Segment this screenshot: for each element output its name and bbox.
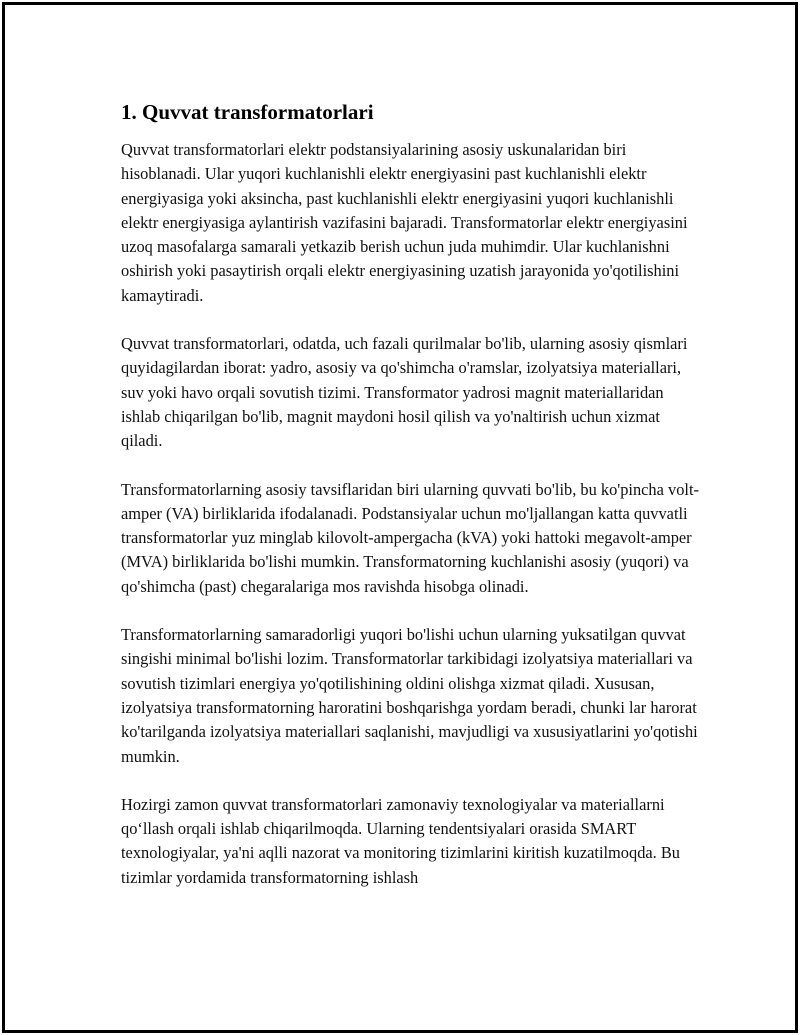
- paragraph-4: Transformatorlarning samaradorligi yuqori bo'lishi uchun ularning yuksatilgan quvvat singishi minimal bo'lishi lozim. Transformatorlar tarkibidagi izolyatsiya materiallari va sovutish tizimlari energiya yo'qotilishining oldini olishga xizmat qiladi. Xususan, izolyatsiya transformatorning haroratini boshqarishga yordam beradi, chunki lar harorat ko'tarilganda izolyatsiya materiallari saqlanishi, mavjudligi va xususiyatlarini yo'qotishi mumkin.: [121, 625, 698, 766]
- page-frame: [2, 2, 798, 1033]
- paragraph-3: Transformatorlarning asosiy tavsiflaridan biri ularning quvvati bo'lib, bu ko'pincha volt-amper (VA) birliklarida ifodalanadi. Podstansiyalar uchun mo'ljallangan katta quvvatli transformatorlar yuz minglab kilovolt-ampergacha (kVA) yoki hattoki megavolt-amper (MVA) birliklarida bo'lishi mumkin. Transformatorning kuchlanishi asosiy (yuqori) va qo'shimcha (past) chegaralariga mos ravishda hisobga olinadi.: [121, 479, 699, 596]
- paragraph-2: Quvvat transformatorlari, odatda, uch fazali qurilmalar bo'lib, ularning asosiy qismlari quyidagilardan iborat: yadro, asosiy va qo'shimcha o'ramslar, izolyatsiya materiallari, suv yoki havo orqali sovutish tizimi. Transformator yadrosi magnit materiallaridan ishlab chiqarilgan bo'lib, magnit maydoni hosil qilish va yo'naltirish uchun xizmat qiladi.: [121, 334, 688, 451]
- page-title: 1. Quvvat transformatorlari: [121, 100, 374, 124]
- paragraph-1: Quvvat transformatorlari elektr podstansiyalarining asosiy uskunalaridan biri hisoblanadi. Ular yuqori kuchlanishli elektr energiyasini past kuchlanishli elektr energiyasiga yoki aksincha, past kuchlanishli elektr energiyasini yuqori kuchlanishli elektr energiyasiga aylantirish vazifasini bajaradi. Transformatorlar elektr energiyasini uzoq masofalarga samarali yetkazib berish uchun juda muhimdir. Ular kuchlanishni oshirish yoki pasaytirish orqali elektr energiyasining uzatish jarayonida yo'qotilishini kamaytiradi.: [121, 140, 688, 305]
- document-body: [121, 97, 701, 914]
- paragraph-5: Hozirgi zamon quvvat transformatorlari zamonaviy texnologiyalar va materiallarni qo‘llash orqali ishlab chiqarilmoqda. Ularning tendentsiyalari orasida SMART texnologiyalar, ya'ni aqlli nazorat va monitoring tizimlarini kiritish kuzatilmoqda. Bu tizimlar yordamida transformatorning ishlash: [121, 794, 680, 887]
